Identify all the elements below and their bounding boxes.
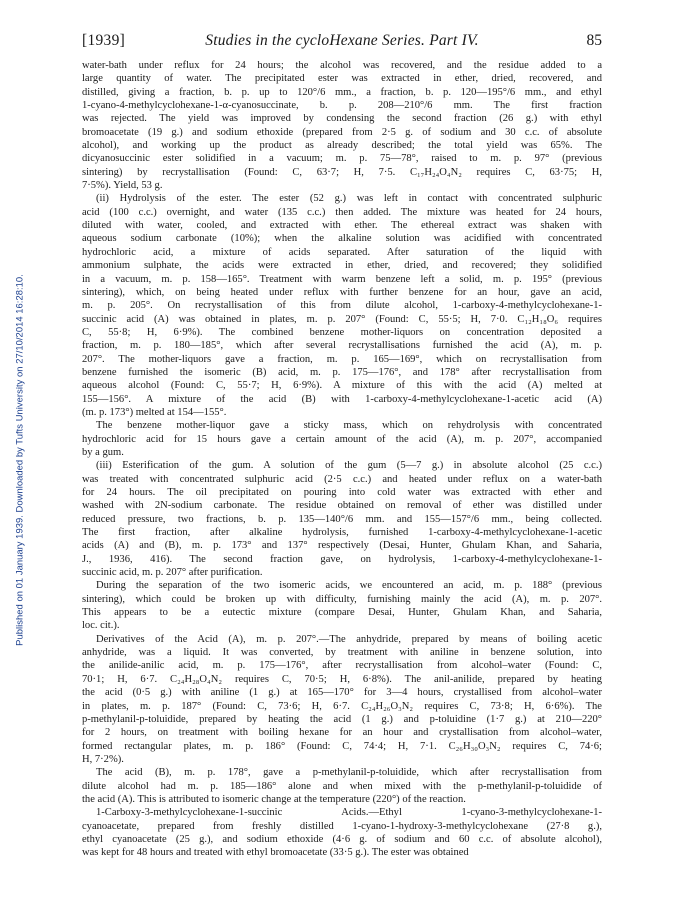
text-line: dicyanosuccinic ester solidified in a vacuum; m. p. 75—78°, raised to m. p. 97° (previous — [82, 153, 602, 165]
text-line: loc. cit.). — [82, 620, 120, 632]
text-line: formed rectangular plates, m. p. 186° (Found: C, 74·4; H, 7·1. C₂₆H₃₀O₃N₂ requires C, 74·6; — [82, 740, 602, 752]
text-line: was rejected. The yield was improved by condensing the second fraction (26 g.) with ethyl — [82, 113, 602, 125]
text-line: the acid (0·5 g.) with aniline (1 g.) at 165—170° for 3—4 hours, crystallised from alcohol–water — [82, 687, 602, 699]
text-line: the acid (A). This is attributed to isomeric change at the temperature (220°) of the reaction. — [82, 793, 466, 805]
text-line: aqueous alcohol (Found: C, 55·7; H, 6·9%). A mixture of this with the acid (A) melted at — [82, 380, 602, 392]
text-line: diluted with water, cooled, and extracted with ether. The ethereal extract was shaken with — [82, 220, 602, 232]
text-line: bromoacetate (19 g.) and sodium ethoxide (prepared from 2·5 g. of sodium and 30 c.c. of absolute — [82, 126, 602, 138]
header-title: Studies in the cycloHexane Series. Part IV. — [205, 32, 479, 49]
text-line: dilute alcohol had m. p. 185—186° alone and when mixed with the p-methylanil-p-toluidide of — [82, 780, 602, 792]
text-line: in a vacuum, m. p. 158—165°. Treatment with warm benzene left a solid, m. p. 195° (previous — [82, 273, 602, 285]
text-line: sintering) by recrystallisation (Found: C, 63·7; H, 7·5. C₁₇H₂₄O₄N₂ requires C, 63·75; H, — [82, 166, 602, 178]
text-line: for 2 hours, on treatment with boiling hexane for an hour and crystallisation from alcohol–water, — [82, 727, 602, 739]
text-line: 207°. The mother-liquors gave a fraction, m. p. 165—169°, which on recrystallisation from — [82, 353, 602, 365]
page-number: 85 — [586, 32, 602, 49]
text-line: (m. p. 173°) melted at 154—155°. — [82, 406, 227, 418]
text-line: aqueous sodium carbonate (10%); when the alkaline solution was acidified with concentrated — [82, 233, 602, 245]
text-line: hydrochloric acid for 15 hours gave a certain amount of the acid (A), m. p. 207°, accompanied — [82, 433, 602, 445]
text-line: 70·1; H, 6·7. C₂₄H₂₈O₄N₂ requires C, 70·5; H, 6·8%). The anil-anilide, prepared by heating — [82, 673, 602, 685]
text-line: J., 1936, 416). The second fraction gave, on hydrolysis, 1-carboxy-4-methylcyclohexane-1- — [82, 553, 602, 565]
text-line: in plates, m. p. 187° (Found: C, 73·6; H, 6·7. C₂₄H₂₆O₃N₂ requires C, 73·8; H, 6·6%). The — [82, 700, 602, 712]
text-line: ethyl cyanoacetate (25 g.), and sodium ethoxide (4·6 g. of sodium and 60 c.c. of absolute alcohol), — [82, 833, 602, 845]
text-line: (iii) Esterification of the gum. A solution of the gum (5—7 g.) in absolute alcohol (25 c.c.) — [96, 460, 602, 472]
text-line: washed with 2N-sodium carbonate. The residue obtained on removal of ether was distilled under — [82, 500, 602, 512]
text-line: H, 7·2%). — [82, 753, 124, 765]
text-line: sintering), which, on being heated under reflux with further benzene for an hour, gave an acid, — [82, 286, 602, 298]
text-line: The acid (B), m. p. 178°, gave a p-methylanil-p-toluidide, which after recrystallisation from — [96, 767, 602, 779]
text-line: water-bath under reflux for 24 hours; the alcohol was recovered, and the residue added to a — [82, 60, 602, 71]
text-line: was kept for 48 hours and treated with ethyl bromoacetate (33·5 g.). The ester was obtained — [82, 847, 469, 859]
text-line: for 24 hours. The oil precipitated on pouring into cold water was extracted with ether and — [82, 487, 602, 498]
text-line: p-methylanil-p-toluidide, prepared by heating the acid (1 g.) and p-toluidine (1·7 g.) at 210—220° — [82, 713, 602, 725]
text-line: large quantity of water. The precipitated ester was extracted in ether, dried, recovered, and — [82, 73, 602, 85]
text-line: 1-cyano-4-methylcyclohexane-1-α-cyanosuccinate, b. p. 208—210°/6 mm. The first fraction — [82, 100, 602, 112]
text-line: The first fraction, after alkaline hydrolysis, furnished 1-carboxy-4-methylcyclohexane-1-acetic — [82, 527, 602, 539]
text-line: alcohol), and working up the product as already described; the total yield was 65%. The — [82, 140, 602, 152]
text-line: 155—156°. A mixture of the acid (B) with 1-carboxy-4-methylcyclohexane-1-acetic acid (A) — [82, 393, 602, 405]
text-line: distilled, giving a fraction, b. p. up to 120°/6 mm., a fraction, b. p. 120—195°/6 mm., and ethyl — [82, 86, 602, 98]
text-line: the anilide-anilic acid, m. p. 175—176°, after recrystallisation from alcohol–water (Found: C, — [82, 660, 602, 672]
text-line: Derivatives of the Acid (A), m. p. 207°.—The anhydride, prepared by means of boiling acetic — [96, 633, 602, 645]
text-line: During the separation of the two isomeric acids, we encountered an acid, m. p. 188° (previous — [96, 580, 602, 592]
text-line: 1-Carboxy-3-methylcyclohexane-1-succinic Acids.—Ethyl 1-cyano-3-methylcyclohexane-1- — [96, 807, 602, 819]
text-line: succinic acid, m. p. 207° after purification. — [82, 567, 263, 579]
publication-watermark — [12, 160, 26, 760]
text-line: m. p. 205°. On recrystallisation of this from dilute alcohol, 1-carboxy-4-methylcyclohexane-1- — [82, 300, 602, 312]
header-year: [1939] — [82, 32, 126, 49]
article-body — [82, 59, 602, 860]
text-line: reduced pressure, two fractions, b. p. 135—140°/6 mm. and 155—157°/6 mm., being collected. — [82, 513, 602, 525]
text-line: acid (100 c.c.) overnight, and water (135 c.c.) then added. The mixture was heated for 24 hours, — [82, 206, 602, 218]
text-line: succinic acid (A) was obtained in plates, m. p. 207° (Found: C, 55·5; H, 7·0. C₁₂H₁₈O₆ requires — [82, 313, 602, 325]
text-line: C, 55·8; H, 6·9%). The combined benzene mother-liquors on concentration deposited a — [82, 326, 602, 338]
text-line: anhydride, was a liquid. It was converted, by treatment with aniline in benzene solution, into — [82, 647, 602, 659]
text-line: 7·5%). Yield, 53 g. — [82, 180, 163, 192]
text-line: by a gum. — [82, 446, 124, 458]
running-header — [82, 32, 602, 54]
text-line: cyanoacetate, prepared from freshly distilled 1-cyano-1-hydroxy-3-methylcyclohexane (27·8 g.), — [82, 820, 602, 832]
text-line: (ii) Hydrolysis of the ester. The ester (52 g.) was left in contact with concentrated sulphuric — [96, 193, 602, 205]
watermark-text: Published on 01 January 1939. Downloaded by Tufts University on 27/10/2014 16:28:10. — [13, 274, 25, 646]
text-line: ammonium sulphate, the acids were extracted in ether, dried, and recovered; they solidified — [82, 260, 602, 272]
text-line: sintering), which could be broken up with difficulty, furnishing mainly the acid (A), m. p. 207°. — [82, 593, 602, 605]
text-line: This appears to be a eutectic mixture (compare Desai, Hunter, Ghulam Khan, and Saharia, — [82, 607, 602, 619]
text-line: The benzene mother-liquor gave a sticky mass, which on rehydrolysis with concentrated — [96, 420, 602, 432]
text-line: acids (A) and (B), m. p. 173° and 137° respectively (Desai, Hunter, Ghulam Khan, and Saharia, — [82, 540, 602, 552]
text-line: hydrochloric acid, a mixture of acids separated. After saturation of the liquid with — [82, 246, 602, 258]
text-line: fraction, m. p. 180—185°, which after several recrystallisations furnished the acid (A), m. p. — [82, 340, 602, 352]
text-line: was treated with concentrated sulphuric acid (2·5 c.c.) and heated under reflux on a water-bath — [82, 473, 602, 485]
text-line: benzene furnished the isomeric (B) acid, m. p. 175—176°, and 178° after recrystallisation from — [82, 366, 602, 378]
